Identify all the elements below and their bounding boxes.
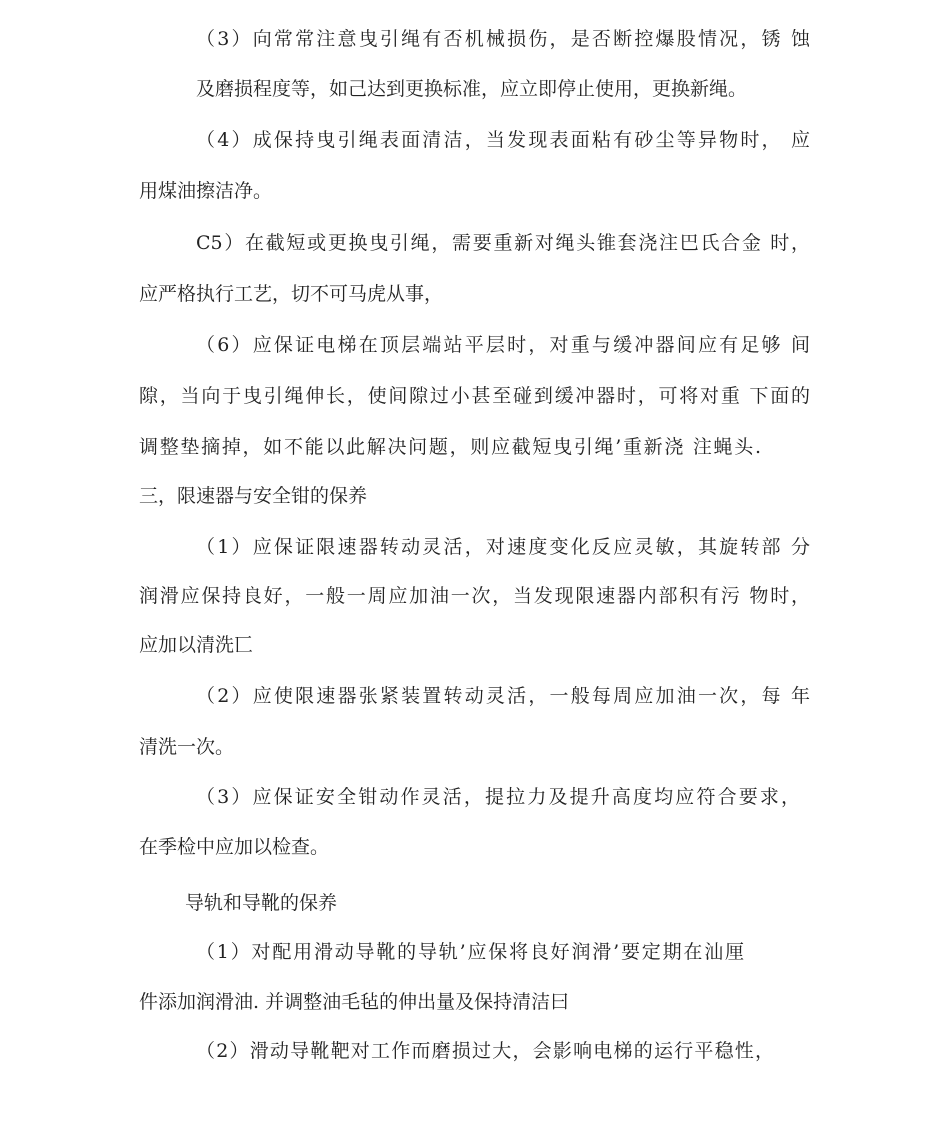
paragraph-line: C5）在截短或更换曳引绳，需要重新对绳头锥套浇注巴氏合金 时，: [196, 232, 810, 254]
paragraph-line: 应严格执行工艺，切不可马虎从事，: [139, 283, 444, 305]
paragraph-line: 及磨损程度等，如己达到更换标准，应立即停止使用，更换新绳。: [196, 78, 748, 100]
paragraph-line: （6）应保证电梯在顶层端站平层时，对重与缓冲器间应有足够 间: [196, 334, 810, 356]
paragraph-line: 在季检中应加以检查。: [139, 836, 330, 858]
paragraph-line: （1）应保证限速器转动灵活，对速度变化反应灵敏，其旋转部 分: [196, 536, 810, 558]
paragraph-line: （2）应使限速器张紧装置转动灵活，一般每周应加油一次，每 年: [196, 685, 810, 707]
paragraph-line: 应加以清洗匸: [139, 634, 254, 656]
paragraph-line: （4）成保持曳引绳表面清洁，当发现表面粘有砂尘等异物时， 应: [196, 129, 810, 151]
paragraph-line: 润滑应保持良好，一般一周应加油一次，当发现限速器内部积有污 物时，: [139, 585, 810, 607]
paragraph-line: （2）滑动导靴靶对工作而磨损过大，会影响电梯的运行平稳性，: [196, 1040, 774, 1062]
paragraph-line: （3）应保证安全钳动作灵活，提拉力及提升高度均应符合要求，: [196, 786, 800, 808]
paragraph-line: 隙，当向于曳引绳伸长，使间隙过小甚至碰到缓冲器时，可将对重 下面的: [139, 385, 810, 407]
paragraph-line: （3）向常常注意曳引绳有否机械损伤，是否断控爆股情况，锈 蚀: [196, 28, 810, 50]
paragraph-line: （1）对配用滑动导靴的导轨’应保将良好润滑’要定期在汕厘: [196, 941, 744, 963]
paragraph-line: 调整垫摘掉，如不能以此解决问题，则应截短曳引绳’重新浇 注蝇头.: [139, 436, 761, 458]
paragraph-line: 件添加润滑油. 并调整油毛毡的伸出量及保持清洁曰: [139, 991, 570, 1013]
paragraph-line: 清洗一次。: [139, 736, 235, 758]
paragraph-line: 用煤油擦洁净。: [139, 180, 273, 202]
section-heading: 导轨和导靴的保养: [185, 892, 338, 914]
section-heading: 三，限速器与安全钳的保养: [139, 485, 368, 507]
